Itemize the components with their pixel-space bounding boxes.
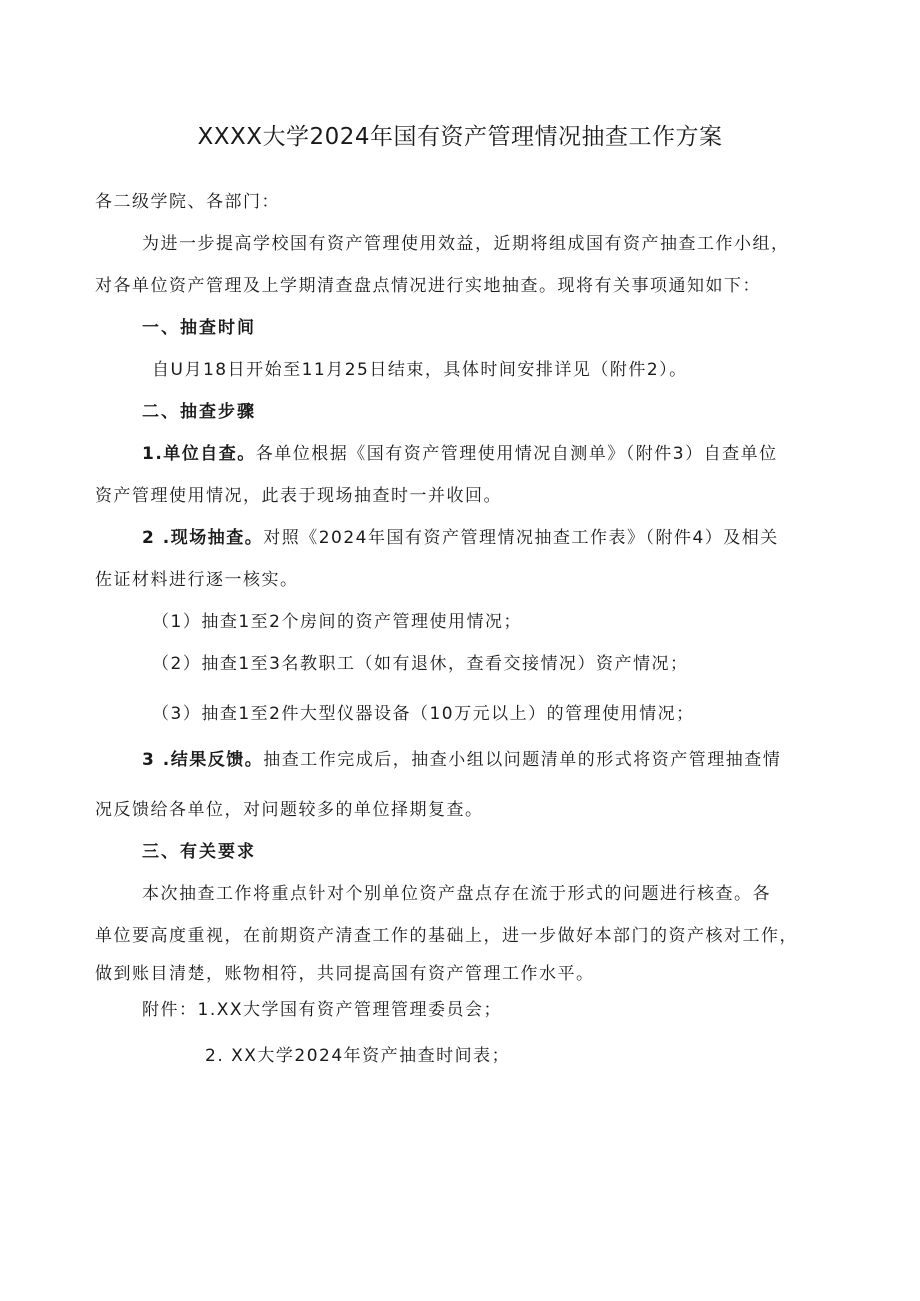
step-2-line-2: 佐证材料进行逐一核实。 [95, 570, 299, 590]
intro-line-1: 为进一步提高学校国有资产管理使用效益，近期将组成国有资产抽查工作小组， [142, 234, 790, 254]
step-2-label: 2 .现场抽查。 [142, 528, 264, 548]
step-3-label: 3 .结果反馈。 [142, 750, 264, 770]
section-heading-requirements: 三、有关要求 [142, 842, 256, 862]
salutation: 各二级学院、各部门： [95, 192, 280, 212]
step-2-text: 对照《2024年国有资产管理情况抽查工作表》（附件4）及相关 [263, 528, 779, 548]
list-item: （2）抽查1至3名教职工（如有退休，查看交接情况）资产情况； [152, 654, 689, 674]
attachment-line-1 [142, 998, 502, 1022]
step-3-line-2: 况反馈给各单位，对问题较多的单位择期复查。 [95, 800, 484, 820]
attachment-item-2: 2. XX大学2024年资产抽查时间表； [205, 1046, 511, 1066]
document-title: XXXX大学2024年国有资产管理情况抽查工作方案 [197, 124, 723, 150]
step-1-line-1 [142, 442, 778, 466]
attachment-label: 附件： [142, 1000, 198, 1020]
requirements-line-3: 做到账目清楚，账物相符，共同提高国有资产管理工作水平。 [95, 964, 595, 984]
step-3-line-1 [142, 748, 781, 772]
list-item: （3）抽查1至2件大型仪器设备（10万元以上）的管理使用情况； [152, 704, 695, 724]
section-time-body: 自U月18日开始至11月25日结束，具体时间安排详见（附件2）。 [152, 360, 688, 380]
step-3-text: 抽查工作完成后，抽查小组以问题清单的形式将资产管理抽查情 [263, 750, 782, 770]
list-item: （1）抽查1至2个房间的资产管理使用情况； [152, 612, 522, 632]
step-1-line-2: 资产管理使用情况，此表于现场抽查时一并收回。 [95, 486, 502, 506]
section-heading-steps: 二、抽查步骤 [142, 402, 256, 422]
attachment-item-1: 1.XX大学国有资产管理管理委员会； [197, 1000, 503, 1020]
requirements-line-1: 本次抽查工作将重点针对个别单位资产盘点存在流于形式的问题进行核查。各 [142, 884, 771, 904]
step-1-label: 1.单位自查。 [142, 444, 256, 464]
requirements-line-2: 单位要高度重视，在前期资产清查工作的基础上，进一步做好本部门的资产核对工作， [95, 926, 798, 946]
step-1-text: 各单位根据《国有资产管理使用情况自测单》（附件3）自查单位 [255, 444, 778, 464]
section-heading-time: 一、抽查时间 [142, 318, 256, 338]
intro-line-2: 对各单位资产管理及上学期清查盘点情况进行实地抽查。现将有关事项通知如下： [95, 276, 761, 296]
step-2-line-1 [142, 526, 779, 550]
